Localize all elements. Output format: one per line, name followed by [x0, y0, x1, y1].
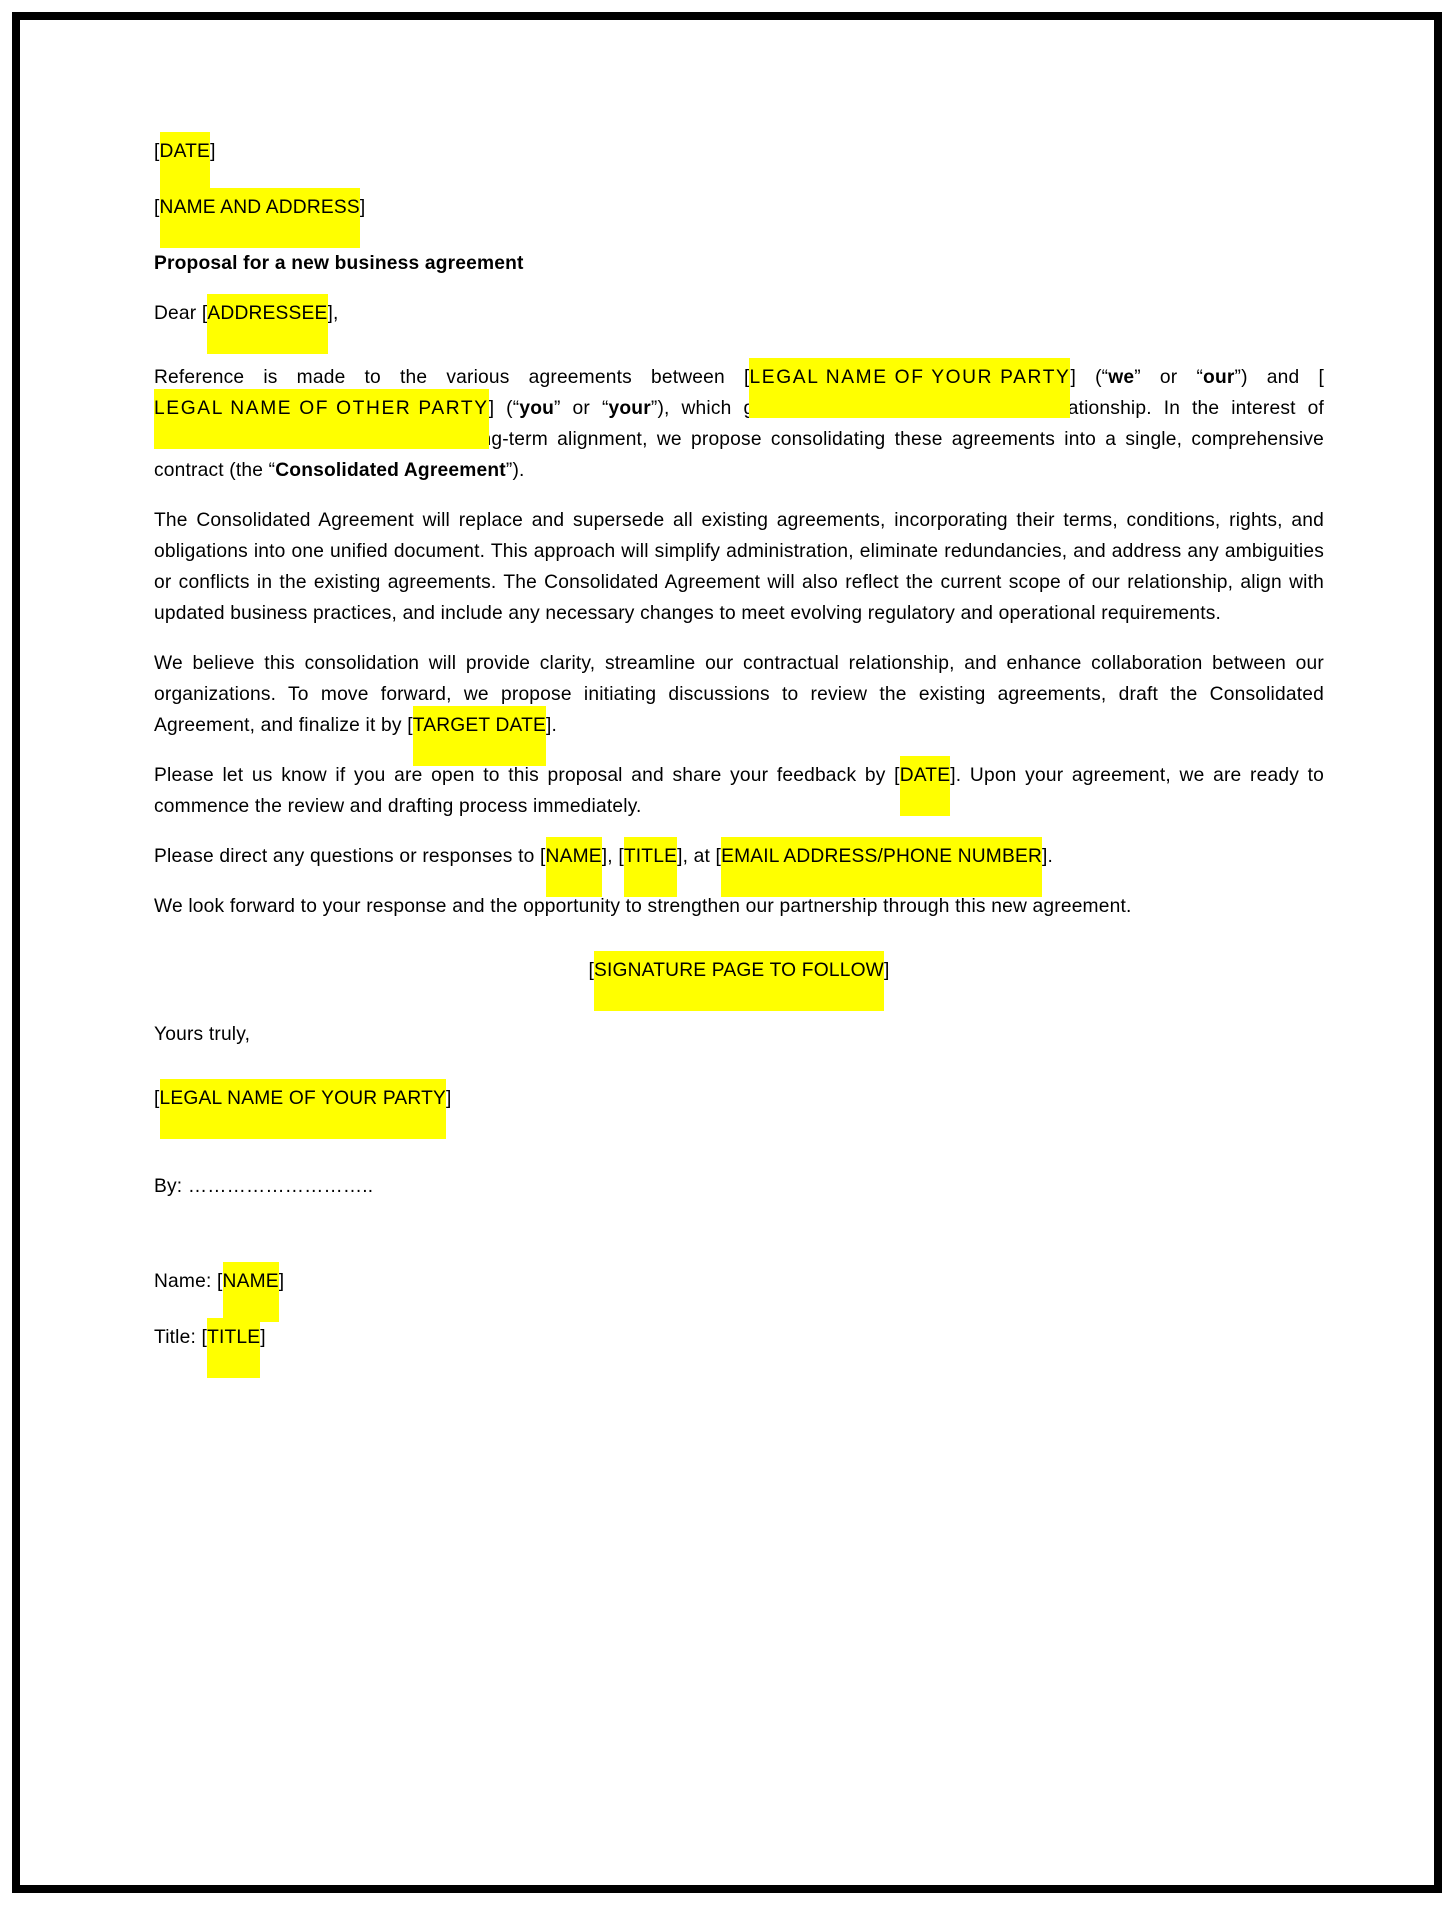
bracket-close: ] — [210, 141, 216, 162]
bracket-close: ] — [445, 1088, 452, 1109]
signer-name-label: Name: [ — [154, 1271, 223, 1292]
contact-title-placeholder: TITLE — [624, 841, 677, 872]
date-placeholder: DATE — [160, 136, 211, 167]
signature-page-note — [154, 955, 1324, 986]
p1-seg-a: Reference is made to the various agreements between [ — [154, 367, 750, 388]
date-line — [154, 136, 1324, 167]
salutation-suffix: ], — [327, 303, 339, 324]
p1-seg-g: ”), which govern different aspects of our relationship. In the interest of improving efficiency and ensuring long-term alignment, we propose consolidating these agreements into a single, comprehensive contract (the “ — [154, 398, 1324, 481]
term-we: we — [1108, 367, 1135, 388]
salutation-prefix: Dear [ — [154, 303, 208, 324]
p1-seg-h: ”). — [505, 460, 525, 481]
term-consolidated-agreement: Consolidated Agreement — [275, 460, 506, 481]
recipient-line — [154, 192, 1324, 223]
term-you: you — [519, 398, 555, 419]
contact-email-placeholder: EMAIL ADDRESS/PHONE NUMBER — [721, 841, 1042, 872]
p5-seg-d: ]. — [1042, 846, 1054, 867]
signature-page-placeholder: SIGNATURE PAGE TO FOLLOW — [594, 955, 884, 986]
document-body — [20, 20, 1434, 1885]
p1-seg-f: ” or “ — [554, 398, 609, 419]
by-line: By: ……………………….. — [154, 1176, 374, 1197]
p1-seg-c: ” or “ — [1134, 367, 1204, 388]
paragraph-reference — [154, 362, 1324, 486]
your-party-placeholder: LEGAL NAME OF YOUR PARTY — [749, 362, 1070, 393]
signer-title-placeholder: TITLE — [207, 1322, 260, 1353]
paragraph-contact — [154, 841, 1324, 872]
signer-title-label: Title: [ — [154, 1327, 208, 1348]
salutation-line — [154, 298, 1324, 329]
paragraph-clarity — [154, 648, 1324, 741]
signer-title-line — [154, 1322, 1324, 1353]
bracket-open: [ — [154, 1088, 160, 1109]
p5-seg-c: ], at [ — [677, 846, 722, 867]
feedback-date-placeholder: DATE — [900, 760, 951, 791]
p3-seg-b: ]. — [545, 715, 558, 736]
paragraph-feedback — [154, 760, 1324, 822]
document-heading: Proposal for a new business agreement — [154, 253, 524, 274]
spacer — [154, 1308, 1324, 1322]
bracket-close: ] — [883, 960, 890, 981]
p1-seg-e: ] (“ — [488, 398, 520, 419]
other-party-placeholder: LEGAL NAME OF OTHER PARTY — [154, 393, 489, 424]
bracket-open: [ — [588, 960, 594, 981]
term-your: your — [608, 398, 651, 419]
term-our: our — [1203, 367, 1235, 388]
p5-seg-a: Please direct any questions or responses to [ — [154, 846, 546, 867]
page-border — [12, 12, 1442, 1893]
bracket-open: [ — [154, 141, 160, 162]
bracket-open: [ — [154, 197, 160, 218]
paragraph-closing-statement: We look forward to your response and the opportunity to strengthen our partnership through this new agreement. — [154, 896, 1132, 917]
spacer — [154, 1202, 1324, 1266]
spacer — [154, 348, 1324, 362]
signer-title-suffix: ] — [260, 1327, 266, 1348]
signer-name-placeholder: NAME — [223, 1266, 279, 1297]
closing-line: Yours truly, — [154, 1024, 251, 1045]
recipient-placeholder: NAME AND ADDRESS — [160, 192, 360, 223]
contact-name-placeholder: NAME — [546, 841, 602, 872]
signer-name-line — [154, 1266, 1324, 1297]
p4-seg-a: Please let us know if you are open to this proposal and share your feedback by [ — [154, 765, 900, 786]
signing-party-placeholder: LEGAL NAME OF YOUR PARTY — [160, 1083, 446, 1114]
p1-seg-d: ”) and [ — [1234, 367, 1324, 388]
paragraph-supersede: The Consolidated Agreement will replace and supersede all existing agreements, incorporating their terms, conditions, rights, and obligations into one unified document. This approach will simplify administration, eliminate redundancies, and address any ambiguities or conflicts in the existing agreements. The Consolidated Agreement will also reflect the current scope of our relationship, align with updated business practices, and include any necessary changes to meet evolving regulatory and operational requirements. — [154, 510, 1324, 624]
p3-seg-a: We believe this consolidation will provide clarity, streamline our contractual relationship, and enhance collaboration between our organizations. To move forward, we propose initiating discussions to review the existing agreements, draft the Consolidated Agreement, and finalize it by [ — [154, 653, 1324, 736]
target-date-placeholder: TARGET DATE — [413, 710, 546, 741]
bracket-close: ] — [359, 197, 366, 218]
signing-party-line — [154, 1083, 1324, 1114]
p5-seg-b: ], [ — [601, 846, 624, 867]
p1-seg-b: ] (“ — [1070, 367, 1109, 388]
addressee-placeholder: ADDRESSEE — [207, 298, 327, 329]
p4-seg-b: ]. Upon your agreement, we are ready to commence the review and drafting process immediately. — [154, 765, 1324, 817]
signer-name-suffix: ] — [278, 1271, 285, 1292]
